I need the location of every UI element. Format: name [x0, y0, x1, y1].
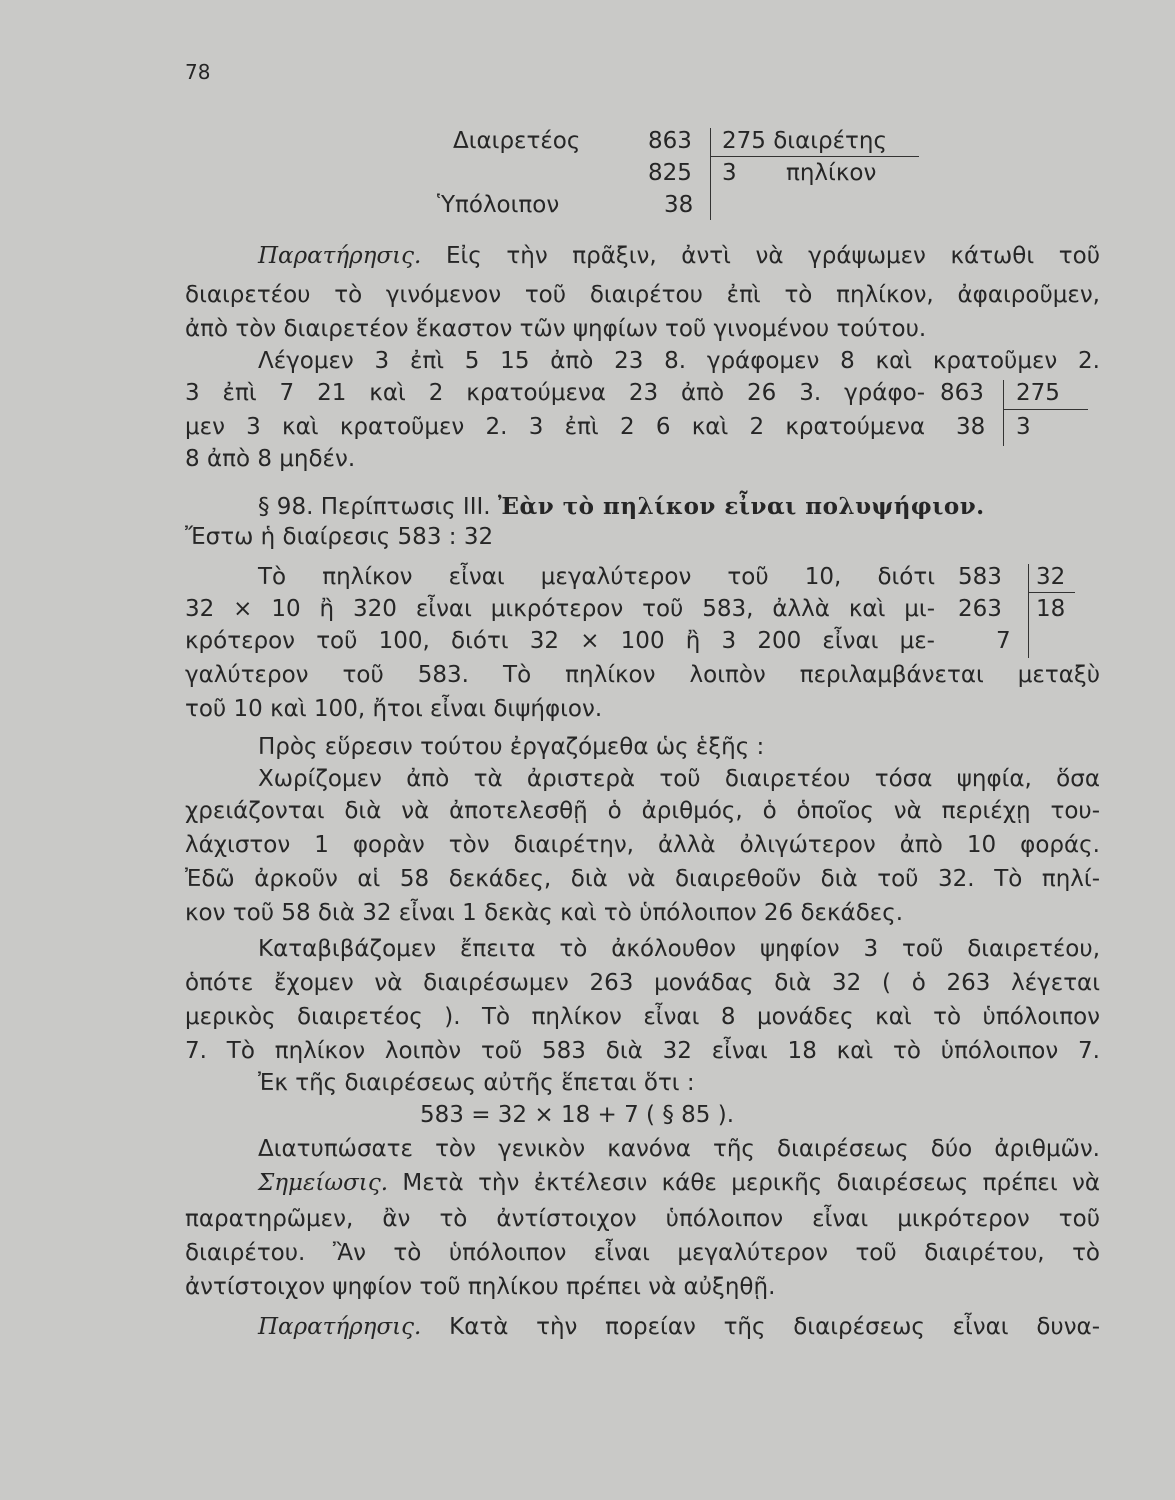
- section98-title-bold: Ἐὰν τὸ πηλίκον εἶναι πολυψήφιον.: [497, 493, 985, 520]
- section98-quotient: 18: [1036, 596, 1066, 622]
- section98-line-16: 7. Τὸ πηλίκον λοιπὸν τοῦ 583 διὰ 32 εἶναι 18 καὶ τὸ ὑπόλοιπον 7.: [185, 1038, 1100, 1064]
- section98-line-6: τοῦ 10 καὶ 100, ἤτοι εἶναι διψήφιον.: [185, 696, 603, 722]
- note1-quotient: 3: [1016, 414, 1031, 440]
- section98-line-1: Ἔστω ἡ διαίρεσις 583 : 32: [185, 524, 494, 550]
- section98-line-14: ὁπότε ἔχομεν νὰ διαιρέσωμεν 263 μονάδας διὰ 32 ( ὁ 263 λέγεται: [185, 970, 1100, 996]
- section98-divisor: 32: [1036, 564, 1066, 590]
- section98-line-17: Ἐκ τῆς διαιρέσεως αὐτῆς ἕπεται ὅτι :: [258, 1070, 695, 1096]
- note1-line-3: ἀπὸ τὸν διαιρετέον ἕκαστον τῶν ψηφίων τοῦ γινομένου τούτου.: [185, 316, 927, 342]
- section98-dividend: 583: [958, 564, 1002, 590]
- section98-line-10: λάχιστον 1 φορὰν τὸν διαιρέτην, ἀλλὰ ὀλιγώτερον ἀπὸ 10 φοράς.: [185, 832, 1100, 858]
- product-value: 825: [648, 160, 692, 186]
- note3-line-1: Παρατήρησις. Κατὰ τὴν πορείαν τῆς διαιρέσεως εἶναι δυνα-: [258, 1314, 1101, 1340]
- quotient-label: πηλίκον: [786, 160, 877, 186]
- note2-line-2: παρατηρῶμεν, ἂν τὸ ἀντίστοιχον ὑπόλοιπον εἶναι μικρότερον τοῦ: [185, 1206, 1100, 1232]
- section98-line-5: γαλύτερον τοῦ 583. Τὸ πηλίκον λοιπὸν περιλαμβάνεται μεταξὺ: [185, 662, 1100, 688]
- section98-title-number: § 98. Περίπτωσις ΙΙΙ.: [258, 494, 491, 520]
- note1-remainder: 38: [956, 414, 986, 440]
- section98-formula: 583 = 32 × 18 + 7 ( § 85 ).: [420, 1102, 735, 1128]
- note1-line-7: 8 ἀπὸ 8 μηδέν.: [185, 446, 356, 472]
- section98-quotient-line: [1029, 592, 1075, 593]
- note1-line-2: διαιρετέου τὸ γινόμενον τοῦ διαιρέτου ἐπὶ τὸ πηλίκον, ἀφαιροῦμεν,: [185, 282, 1100, 308]
- note2-label: Σημείωσις.: [258, 1170, 389, 1196]
- section98-line-18: Διατυπώσατε τὸν γενικὸν κανόνα τῆς διαιρέσεως δύο ἀριθμῶν.: [258, 1136, 1100, 1162]
- note1-label: Παρατήρησις.: [258, 243, 422, 269]
- note2-line-3: διαιρέτου. Ἂν τὸ ὑπόλοιπον εἶναι μεγαλύτερον τοῦ διαιρέτου, τὸ: [185, 1240, 1100, 1266]
- section98-line-15: μερικὸς διαιρετέος ). Τὸ πηλίκον εἶναι 8 μονάδες καὶ τὸ ὑπόλοιπον: [185, 1004, 1100, 1030]
- section98-line-8: Χωρίζομεν ἀπὸ τὰ ἀριστερὰ τοῦ διαιρετέου τόσα ψηφία, ὅσα: [258, 766, 1100, 792]
- remainder-label: Ὑπόλοιπον: [437, 192, 560, 218]
- dividend-label: Διαιρετέος: [453, 128, 581, 154]
- note1-line-1: Παρατήρησις. Εἰς τὴν πρᾶξιν, ἀντὶ νὰ γράψωμεν κάτωθι τοῦ: [258, 243, 1100, 269]
- section98-partial: 263: [958, 596, 1002, 622]
- note1-dividend: 863: [940, 380, 984, 406]
- section98-line-11: Ἐδῶ ἀρκοῦν αἱ 58 δεκάδες, διὰ νὰ διαιρεθοῦν διὰ τοῦ 32. Τὸ πηλί-: [185, 866, 1100, 892]
- section98-line-4: κρότερον τοῦ 100, διότι 32 × 100 ἢ 3 200 εἶναι με-: [185, 628, 935, 654]
- note1-divisor: 275: [1016, 380, 1060, 406]
- remainder-value: 38: [664, 192, 694, 218]
- section98-line-9: χρειάζονται διὰ νὰ ἀποτελεσθῇ ὁ ἀριθμός, ὁ ὁποῖος νὰ περιέχῃ του-: [185, 798, 1100, 824]
- section98-division: [0, 0, 1175, 680]
- note2-line-4: ἀντίστοιχον ψηφίον τοῦ πηλίκου πρέπει νὰ αὐξηθῇ.: [185, 1274, 776, 1300]
- note1-line-5: 3 ἐπὶ 7 21 καὶ 2 κρατούμενα 23 ἀπὸ 26 3. γράφο-: [185, 380, 925, 406]
- note1-line-4: Λέγομεν 3 ἐπὶ 5 15 ἀπὸ 23 8. γράφομεν 8 καὶ κρατοῦμεν 2.: [258, 348, 1100, 374]
- page-number: 78: [185, 60, 211, 84]
- quotient-value: 3: [722, 160, 737, 186]
- note3-label: Παρατήρησις.: [258, 1314, 422, 1340]
- note2-line-1: Σημείωσις. Μετὰ τὴν ἐκτέλεσιν κάθε μερικῆς διαιρέσεως πρέπει νὰ: [258, 1170, 1100, 1196]
- section98-line-3: 32 × 10 ἢ 320 εἶναι μικρότερον τοῦ 583, ἀλλὰ καὶ μι-: [185, 596, 935, 622]
- section98-remainder: 7: [996, 628, 1011, 654]
- divisor-value: 275 διαιρέτης: [722, 128, 887, 154]
- note1-line-6: μεν 3 καὶ κρατοῦμεν 2. 3 ἐπὶ 2 6 καὶ 2 κρατούμενα: [185, 414, 925, 440]
- section98-division-bar: [1028, 564, 1029, 658]
- dividend-value: 863: [648, 128, 692, 154]
- section98-line-12: κον τοῦ 58 διὰ 32 εἶναι 1 δεκὰς καὶ τὸ ὑπόλοιπον 26 δεκάδες.: [185, 900, 904, 926]
- section98-line-2: Τὸ πηλίκον εἶναι μεγαλύτερον τοῦ 10, διότι: [258, 564, 935, 590]
- section98-line-13: Καταβιβάζομεν ἔπειτα τὸ ἀκόλουθον ψηφίον 3 τοῦ διαιρετέου,: [258, 936, 1100, 962]
- section98-line-7: Πρὸς εὕρεσιν τούτου ἐργαζόμεθα ὡς ἑξῆς :: [258, 734, 765, 760]
